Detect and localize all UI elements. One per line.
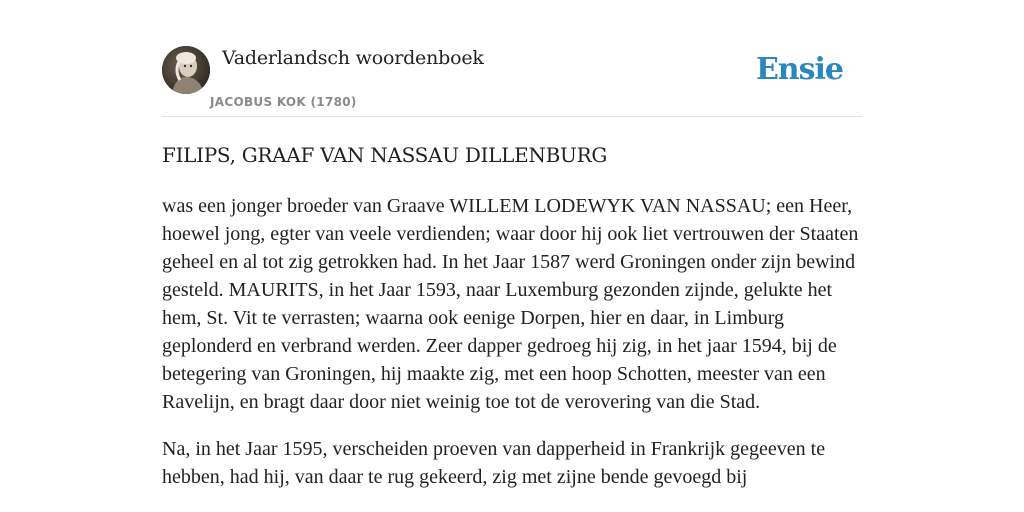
entry-header <box>162 46 862 117</box>
entry-body <box>162 192 862 510</box>
entry-paragraph: was een jonger broeder van Graave WILLEM LODEWYK VAN NASSAU; een Heer, hoewel jong, egter van veele verdienden; waar door hij ook liet vertrouwen der Staaten geheel en al tot zig getrokken had. In het Jaar 1587 werd Groningen onder zijn bewind gesteld. MAURITS, in het Jaar 1593, naar Luxemburg gezonden zijnde, gelukte het hem, St. Vit te verrasten; waarna ook eenige Dorpen, hier en daar, in Limburg geplonderd en verbrand werden. Zeer dapper gedroeg hij zig, in het jaar 1594, bij de betegering van Groningen, hij maakte zig, met een hoop Schotten, meester van een Ravelijn, en bragt daar door niet weinig toe tot de verovering van die Stad. <box>162 195 859 413</box>
book-title-link[interactable]: Vaderlandsch woordenboek <box>222 47 484 69</box>
ensie-logo[interactable]: Ensie <box>755 52 843 87</box>
entry-paragraph: Na, in het Jaar 1595, verscheiden proeven van dapperheid in Frankrijk gegeeven te hebben, had hij, van daar te rug gekeerd, zig met zijne bende gevoegd bij <box>162 438 826 488</box>
entry-headword: FILIPS, GRAAF VAN NASSAU DILLENBURG <box>162 143 607 167</box>
portrait-icon <box>162 46 210 94</box>
author-avatar <box>162 46 210 94</box>
author-byline[interactable]: JACOBUS KOK (1780) <box>210 95 357 109</box>
